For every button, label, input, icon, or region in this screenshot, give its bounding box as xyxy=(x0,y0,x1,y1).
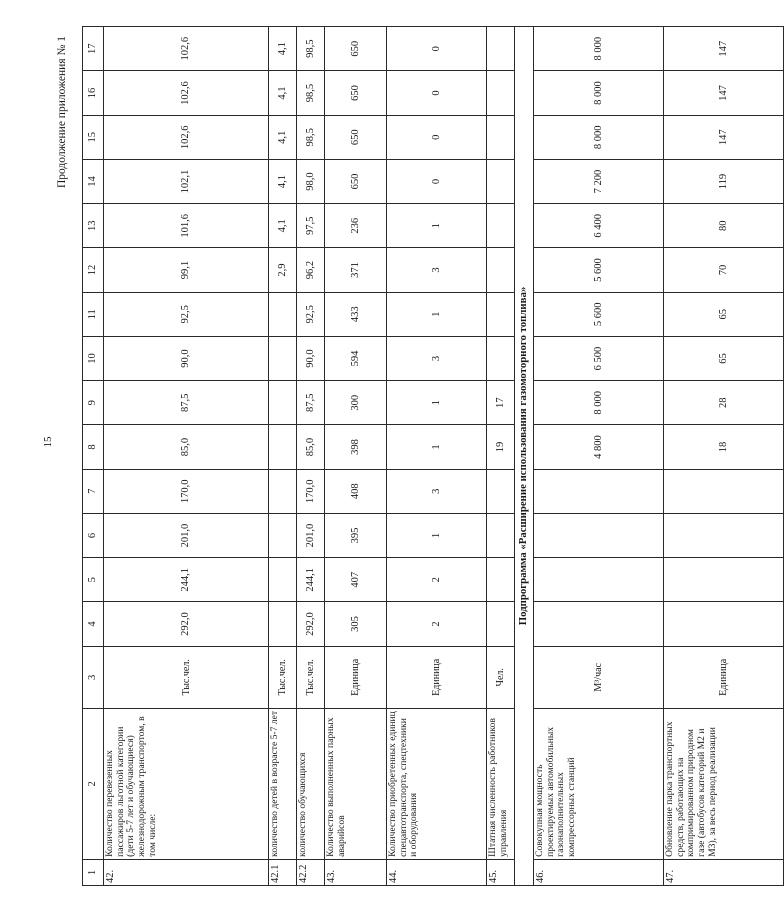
value-cell: 1 xyxy=(387,381,487,425)
value-cell xyxy=(487,558,515,602)
table-row xyxy=(104,27,269,886)
value-cell: 1 xyxy=(387,204,487,248)
value-cell: 80 xyxy=(664,204,784,248)
column-number-cell: 5 xyxy=(83,558,104,602)
value-cell: 650 xyxy=(325,27,387,71)
value-cell: 170,0 xyxy=(297,469,325,513)
table-row xyxy=(297,27,325,886)
value-cell: 8 000 xyxy=(534,71,664,115)
value-cell: 292,0 xyxy=(104,602,269,646)
value-cell: 0 xyxy=(387,115,487,159)
indicator-name-cell: Штатная численность работников управления xyxy=(487,708,515,859)
value-cell xyxy=(487,336,515,380)
value-cell: 65 xyxy=(664,336,784,380)
row-number-cell: 45. xyxy=(487,859,515,885)
column-number-cell: 13 xyxy=(83,204,104,248)
value-cell: 90,0 xyxy=(297,336,325,380)
value-cell xyxy=(269,336,297,380)
table-row xyxy=(325,27,387,886)
value-cell xyxy=(269,425,297,469)
value-cell xyxy=(664,558,784,602)
value-cell xyxy=(269,602,297,646)
value-cell: 236 xyxy=(325,204,387,248)
value-cell: 433 xyxy=(325,292,387,336)
indicator-name-cell: Количество перевезенных пассажиров льготной категории (дети 5-7 лет и обучающиеся) железнодорожным транспортом, в том числе: xyxy=(104,708,269,859)
column-number-cell: 2 xyxy=(83,708,104,859)
table-row xyxy=(664,27,784,886)
row-number-cell: 42.2 xyxy=(297,859,325,885)
column-number-cell: 8 xyxy=(83,425,104,469)
value-cell: 98,5 xyxy=(297,71,325,115)
value-cell: 4 800 xyxy=(534,425,664,469)
value-cell: 300 xyxy=(325,381,387,425)
value-cell: 101,6 xyxy=(104,204,269,248)
value-cell: 4,1 xyxy=(269,71,297,115)
value-cell xyxy=(534,558,664,602)
value-cell: 292,0 xyxy=(297,602,325,646)
column-number-cell: 10 xyxy=(83,336,104,380)
indicator-name-cell: Количество приобретенных единиц спецавтотранспорта, спецтехники и оборудования xyxy=(387,708,487,859)
column-number-cell: 9 xyxy=(83,381,104,425)
value-cell: 305 xyxy=(325,602,387,646)
unit-cell: Единица xyxy=(325,646,387,708)
unit-cell: Тыс.чел. xyxy=(269,646,297,708)
value-cell: 147 xyxy=(664,71,784,115)
row-number-cell: 42. xyxy=(104,859,269,885)
value-cell: 65 xyxy=(664,292,784,336)
indicator-name-cell: Совокупная мощность проектируемых автомобильных газонаполнительных компрессорных станций xyxy=(534,708,664,859)
value-cell xyxy=(487,71,515,115)
value-cell xyxy=(664,513,784,557)
table-row xyxy=(534,27,664,886)
value-cell: 650 xyxy=(325,115,387,159)
column-number-cell: 15 xyxy=(83,115,104,159)
value-cell: 395 xyxy=(325,513,387,557)
value-cell: 2 xyxy=(387,602,487,646)
value-cell: 70 xyxy=(664,248,784,292)
indicator-name-cell: Количество выполненных парных аварийсов xyxy=(325,708,387,859)
value-cell xyxy=(487,115,515,159)
value-cell: 96,2 xyxy=(297,248,325,292)
value-cell: 1 xyxy=(387,425,487,469)
value-cell xyxy=(487,204,515,248)
value-cell: 147 xyxy=(664,27,784,71)
value-cell xyxy=(487,292,515,336)
value-cell: 201,0 xyxy=(297,513,325,557)
value-cell: 6 500 xyxy=(534,336,664,380)
row-number-cell: 44. xyxy=(387,859,487,885)
value-cell: 102,6 xyxy=(104,115,269,159)
value-cell: 147 xyxy=(664,115,784,159)
column-number-cell: 4 xyxy=(83,602,104,646)
value-cell: 594 xyxy=(325,336,387,380)
row-number-cell: 43. xyxy=(325,859,387,885)
value-cell: 7 200 xyxy=(534,159,664,203)
value-cell: 98,5 xyxy=(297,115,325,159)
page-number: 15 xyxy=(42,436,54,448)
indicator-name-cell: Обновление парка транспортных средств, работающих на компримированном природном газе (автобусов категорий М2 и М3), за весь период реализации xyxy=(664,708,784,859)
value-cell xyxy=(487,469,515,513)
value-cell: 8 000 xyxy=(534,115,664,159)
column-number-cell: 3 xyxy=(83,646,104,708)
indicator-name-cell: количество обучающихся xyxy=(297,708,325,859)
value-cell: 1 xyxy=(387,292,487,336)
value-cell: 4,1 xyxy=(269,27,297,71)
value-cell: 90,0 xyxy=(104,336,269,380)
value-cell xyxy=(534,513,664,557)
value-cell: 8 000 xyxy=(534,381,664,425)
value-cell: 0 xyxy=(387,27,487,71)
value-cell: 4,1 xyxy=(269,159,297,203)
value-cell xyxy=(487,513,515,557)
rotated-table-container xyxy=(82,26,729,886)
unit-cell: Чел. xyxy=(487,646,515,708)
row-number-cell: 47. xyxy=(664,859,784,885)
value-cell xyxy=(269,469,297,513)
value-cell xyxy=(487,248,515,292)
column-number-cell: 12 xyxy=(83,248,104,292)
value-cell: 102,1 xyxy=(104,159,269,203)
value-cell: 170,0 xyxy=(104,469,269,513)
value-cell xyxy=(269,513,297,557)
value-cell: 3 xyxy=(387,248,487,292)
column-number-cell: 1 xyxy=(83,859,104,885)
header-row xyxy=(83,27,104,886)
column-number-cell: 14 xyxy=(83,159,104,203)
value-cell: 92,5 xyxy=(297,292,325,336)
value-cell: 8 000 xyxy=(534,27,664,71)
value-cell: 244,1 xyxy=(297,558,325,602)
appendix-continuation-note: Продолжение приложения № 1 xyxy=(56,35,68,189)
value-cell: 3 xyxy=(387,336,487,380)
value-cell: 6 400 xyxy=(534,204,664,248)
value-cell: 99,1 xyxy=(104,248,269,292)
value-cell xyxy=(487,159,515,203)
unit-cell: Единица xyxy=(664,646,784,708)
value-cell: 371 xyxy=(325,248,387,292)
row-number-cell: 46. xyxy=(534,859,664,885)
section-row xyxy=(515,27,534,886)
value-cell: 92,5 xyxy=(104,292,269,336)
value-cell: 87,5 xyxy=(297,381,325,425)
value-cell: 19 xyxy=(487,425,515,469)
value-cell: 407 xyxy=(325,558,387,602)
value-cell: 650 xyxy=(325,71,387,115)
column-number-cell: 17 xyxy=(83,27,104,71)
value-cell: 201,0 xyxy=(104,513,269,557)
column-number-cell: 11 xyxy=(83,292,104,336)
table-row xyxy=(387,27,487,886)
value-cell: 97,5 xyxy=(297,204,325,248)
column-number-cell: 7 xyxy=(83,469,104,513)
column-number-cell: 6 xyxy=(83,513,104,557)
value-cell: 2,9 xyxy=(269,248,297,292)
value-cell: 98,5 xyxy=(297,27,325,71)
value-cell: 85,0 xyxy=(104,425,269,469)
value-cell: 3 xyxy=(387,469,487,513)
value-cell: 28 xyxy=(664,381,784,425)
unit-cell: Тыс.чел. xyxy=(104,646,269,708)
unit-cell: М³/час xyxy=(534,646,664,708)
value-cell: 5 600 xyxy=(534,248,664,292)
value-cell xyxy=(487,27,515,71)
value-cell xyxy=(269,292,297,336)
value-cell: 398 xyxy=(325,425,387,469)
value-cell xyxy=(534,602,664,646)
value-cell: 98,0 xyxy=(297,159,325,203)
value-cell xyxy=(269,381,297,425)
value-cell: 244,1 xyxy=(104,558,269,602)
row-number-cell: 42.1 xyxy=(269,859,297,885)
value-cell: 102,6 xyxy=(104,27,269,71)
value-cell: 18 xyxy=(664,425,784,469)
value-cell: 0 xyxy=(387,159,487,203)
table-row xyxy=(487,27,515,886)
table-row xyxy=(269,27,297,886)
value-cell: 1 xyxy=(387,513,487,557)
value-cell: 408 xyxy=(325,469,387,513)
value-cell: 4,1 xyxy=(269,204,297,248)
value-cell: 4,1 xyxy=(269,115,297,159)
value-cell xyxy=(664,602,784,646)
value-cell: 0 xyxy=(387,71,487,115)
value-cell xyxy=(664,469,784,513)
value-cell: 5 600 xyxy=(534,292,664,336)
section-title: Подпрограмма «Расширение использования газомоторного топлива» xyxy=(515,27,534,886)
indicator-name-cell: количество детей в возрасте 5-7 лет xyxy=(269,708,297,859)
value-cell: 87,5 xyxy=(104,381,269,425)
value-cell: 85,0 xyxy=(297,425,325,469)
value-cell xyxy=(534,469,664,513)
value-cell: 17 xyxy=(487,381,515,425)
unit-cell: Тыс.чел. xyxy=(297,646,325,708)
value-cell xyxy=(487,602,515,646)
value-cell xyxy=(269,558,297,602)
value-cell: 102,6 xyxy=(104,71,269,115)
value-cell: 650 xyxy=(325,159,387,203)
column-number-cell: 16 xyxy=(83,71,104,115)
value-cell: 2 xyxy=(387,558,487,602)
unit-cell: Единица xyxy=(387,646,487,708)
indicators-table xyxy=(82,26,784,886)
value-cell: 119 xyxy=(664,159,784,203)
